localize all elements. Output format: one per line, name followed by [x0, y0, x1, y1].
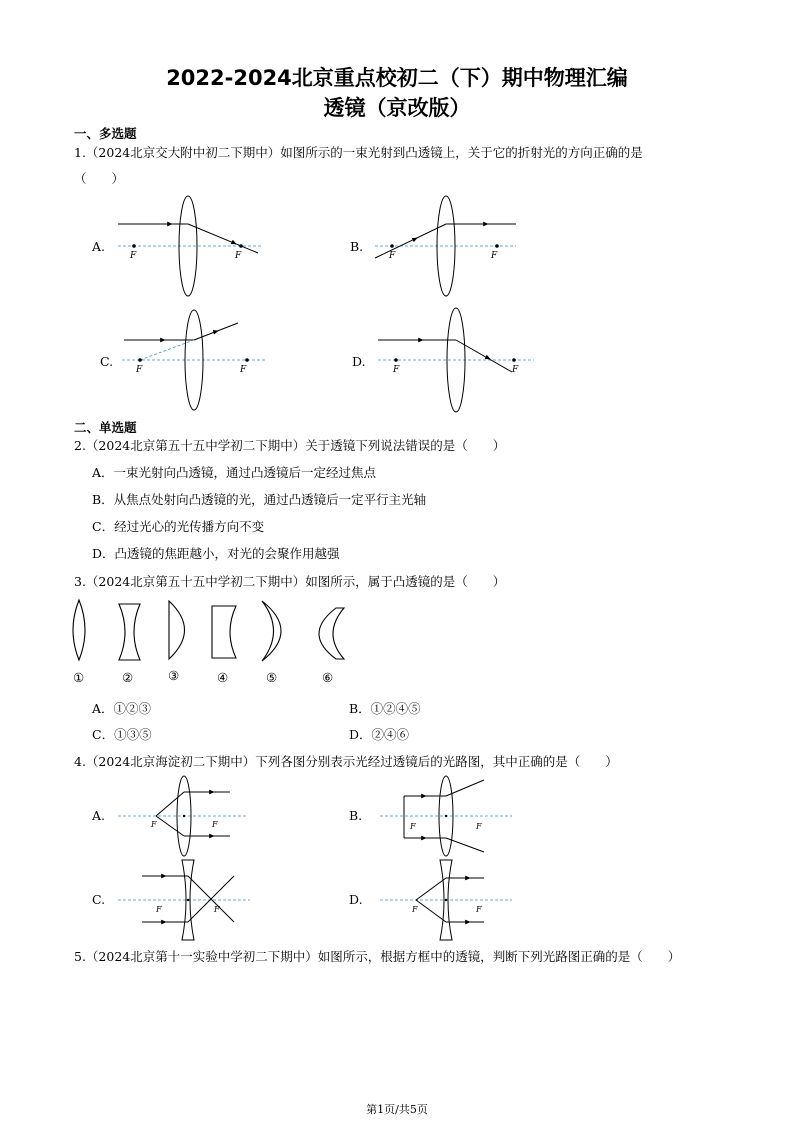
question-2-text: 2.（2024北京第五十五中学初二下期中）关于透镜下列说法错误的是（ ）	[74, 438, 506, 453]
q1-diagram-b	[375, 196, 516, 296]
optical-center	[445, 899, 447, 901]
q2-option-b: B．从焦点处射向凸透镜的光，通过凸透镜后一定平行主光轴	[92, 492, 427, 507]
lens-3-planoconvex	[169, 601, 185, 659]
lens-6-meniscus-concave	[319, 608, 344, 659]
lens-number-1: ①	[73, 670, 85, 685]
focus-label: F	[151, 820, 157, 829]
lens-number-6: ⑥	[322, 670, 334, 685]
ray	[156, 816, 184, 836]
incident-ray	[375, 224, 446, 258]
question-3-text: 3.（2024北京第五十五中学初二下期中）如图所示，属于凸透镜的是（ ）	[74, 574, 506, 589]
ray	[446, 780, 484, 796]
q4-diagram-b	[380, 776, 512, 856]
ray	[416, 878, 446, 900]
arrow-icon	[214, 331, 218, 332]
q1-option-a-label: A.	[92, 239, 106, 254]
q2-option-c: C．经过光心的光传播方向不变	[92, 519, 265, 534]
q4-diagram-c	[118, 860, 250, 940]
q1-diagram-d	[378, 308, 534, 412]
focus-point	[239, 244, 243, 248]
page-footer: 第1页/共5页	[366, 1103, 428, 1116]
q4-option-a-label: A.	[92, 808, 106, 823]
focus-label: F	[476, 822, 482, 831]
lens-number-2: ②	[122, 670, 134, 685]
question-4-text: 4.（2024北京海淀初二下期中）下列各图分别表示光经过透镜后的光路图，其中正确的是（ ）	[74, 754, 618, 769]
q3-option-d: D．②④⑥	[349, 727, 410, 742]
lens-5-meniscus-convex	[262, 601, 281, 661]
q4-option-b-label: B.	[349, 808, 363, 823]
ray	[156, 792, 184, 816]
section-heading-multi: 一、多选题	[74, 126, 137, 141]
focus-point	[512, 358, 516, 362]
q2-option-d: D．凸透镜的焦距越小，对光的会聚作用越强	[92, 546, 340, 561]
focus-point	[394, 358, 398, 362]
focus-label: F	[491, 251, 498, 261]
focus-label: F	[410, 822, 416, 831]
focus-point	[245, 358, 249, 362]
focus-label: F	[389, 251, 396, 261]
lens-1-biconvex	[73, 600, 85, 660]
section-heading-single: 二、单选题	[74, 420, 137, 435]
optical-center	[187, 899, 189, 901]
question-5-text: 5.（2024北京第十一实验中学初二下期中）如图所示，根据方框中的透镜，判断下列光路图正确的是（ ）	[74, 949, 681, 964]
focus-label: F	[393, 365, 400, 375]
q2-option-a: A．一束光射向凸透镜，通过凸透镜后一定经过焦点	[92, 465, 377, 480]
ray	[446, 838, 484, 852]
focus-label: F	[240, 365, 247, 375]
focus-label: F	[412, 905, 418, 914]
lens-number-4: ④	[217, 670, 229, 685]
focus-point	[495, 244, 499, 248]
lens-4-planoconcave	[212, 606, 236, 658]
focus-label: F	[235, 251, 242, 261]
focus-label: F	[476, 905, 482, 914]
refracted-ray	[188, 224, 258, 253]
focus-point	[138, 358, 142, 362]
refracted-ray	[456, 340, 512, 372]
ray	[416, 900, 446, 922]
q3-option-a: A．①②③	[92, 701, 152, 716]
question-1-paren: （ ）	[74, 171, 125, 186]
optical-center	[445, 815, 447, 817]
page-subtitle: 透镜（京改版）	[323, 96, 471, 120]
q4-diagram-a	[118, 776, 248, 856]
q1-option-d-label: D.	[352, 354, 366, 369]
q1-diagram-c	[122, 310, 266, 410]
lens-number-5: ⑤	[266, 670, 278, 685]
focus-label: F	[156, 905, 162, 914]
focus-label: F	[512, 365, 519, 375]
focus-point	[390, 244, 394, 248]
focus-label: F	[130, 251, 137, 261]
q1-diagram-a	[118, 196, 262, 296]
q4-option-d-label: D.	[349, 892, 363, 907]
lens-2-biconcave	[119, 604, 140, 660]
lens-number-3: ③	[168, 668, 180, 683]
q3-lens-figures	[73, 600, 344, 661]
focus-label: F	[212, 820, 218, 829]
q3-option-b: B．①②④⑤	[349, 701, 421, 716]
page-title: 2022-2024北京重点校初二（下）期中物理汇编	[166, 66, 628, 90]
q3-option-c: C．①③⑤	[92, 727, 152, 742]
q1-option-c-label: C.	[100, 354, 114, 369]
q1-option-b-label: B.	[350, 239, 364, 254]
q4-option-c-label: C.	[92, 892, 106, 907]
focus-label: F	[214, 905, 220, 914]
optical-center	[183, 815, 185, 817]
q4-diagram-d	[380, 860, 512, 940]
focus-label: F	[136, 365, 143, 375]
question-1-text: 1.（2024北京交大附中初二下期中）如图所示的一束光射到凸透镜上，关于它的折射光的方向正确的是	[74, 145, 643, 160]
focus-point	[132, 244, 136, 248]
